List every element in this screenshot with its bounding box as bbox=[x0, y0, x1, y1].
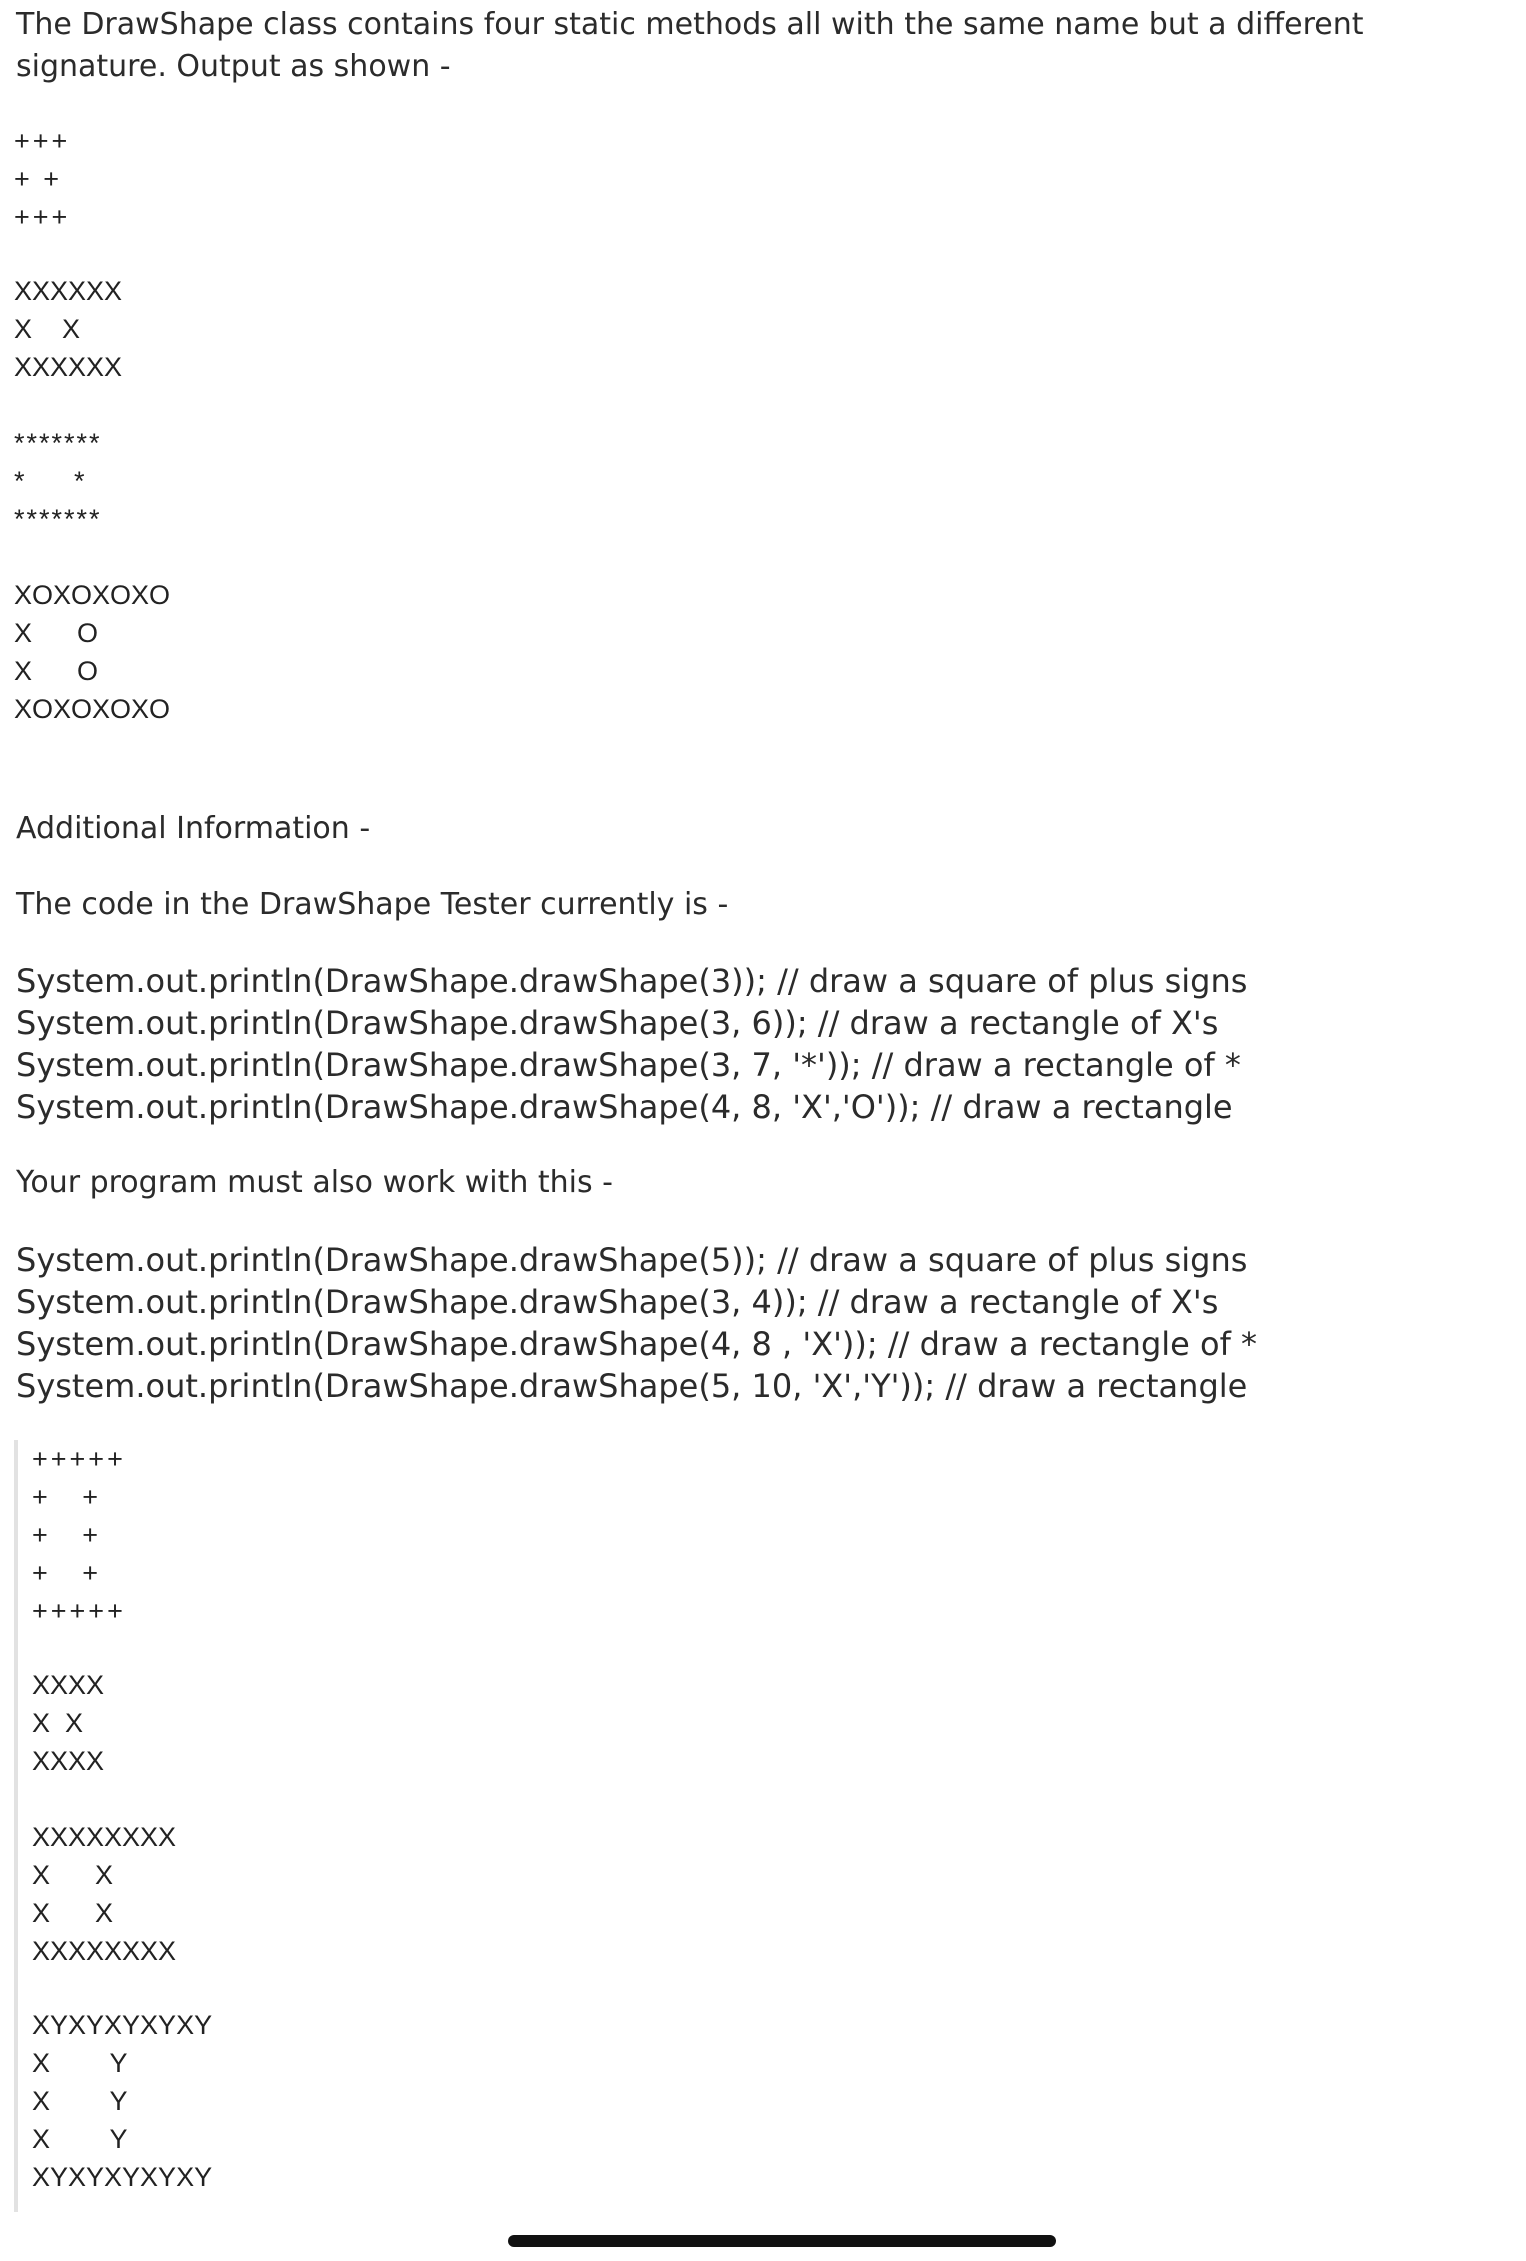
output-x-rectangle-char: XXXXXXXX X X X X XXXXXXXX bbox=[32, 1822, 177, 1966]
code-line: System.out.println(DrawShape.drawShape(3, 6)); // draw a rectangle of X's bbox=[16, 1004, 1219, 1042]
code-line: System.out.println(DrawShape.drawShape(3)); // draw a square of plus signs bbox=[16, 962, 1248, 1000]
new-output-panel bbox=[14, 1440, 218, 2212]
code-line: System.out.println(DrawShape.drawShape(3, 4)); // draw a rectangle of X's bbox=[16, 1283, 1219, 1321]
home-indicator[interactable] bbox=[508, 2235, 1056, 2247]
output-plus-square: +++++ + + + + + + +++++ bbox=[32, 1444, 126, 1626]
shape-text: XXXXXX X X XXXXXX bbox=[14, 276, 123, 382]
additional-info-heading: Additional Information - bbox=[16, 811, 371, 846]
output-x-rectangle: XXXX X X XXXX bbox=[32, 1670, 105, 1776]
code-line: System.out.println(DrawShape.drawShape(4, 8 , 'X')); // draw a rectangle of * bbox=[16, 1325, 1258, 1363]
must-work-intro: Your program must also work with this - bbox=[16, 1165, 613, 1200]
code-line: System.out.println(DrawShape.drawShape(5)); // draw a square of plus signs bbox=[16, 1241, 1248, 1279]
shape-text: +++ + + +++ bbox=[14, 126, 71, 232]
code-line: System.out.println(DrawShape.drawShape(3, 7, '*')); // draw a rectangle of * bbox=[16, 1046, 1241, 1084]
tester-intro: The code in the DrawShape Tester currently is - bbox=[16, 887, 729, 922]
shape-text: XOXOXOXO X O X O XOXOXOXO bbox=[14, 580, 171, 724]
problem-statement: The DrawShape class contains four static methods all with the same name but a different signature. Output as shown - bbox=[16, 7, 1364, 84]
code-line: System.out.println(DrawShape.drawShape(5, 10, 'X','Y')); // draw a rectangle bbox=[16, 1367, 1248, 1405]
code-line: System.out.println(DrawShape.drawShape(4, 8, 'X','O')); // draw a rectangle bbox=[16, 1088, 1233, 1126]
output-xy-rectangle: XYXYXYXYXY X Y X Y X Y XYXYXYXYXY bbox=[32, 2010, 213, 2192]
shape-text: ******* * * ******* bbox=[14, 428, 102, 534]
